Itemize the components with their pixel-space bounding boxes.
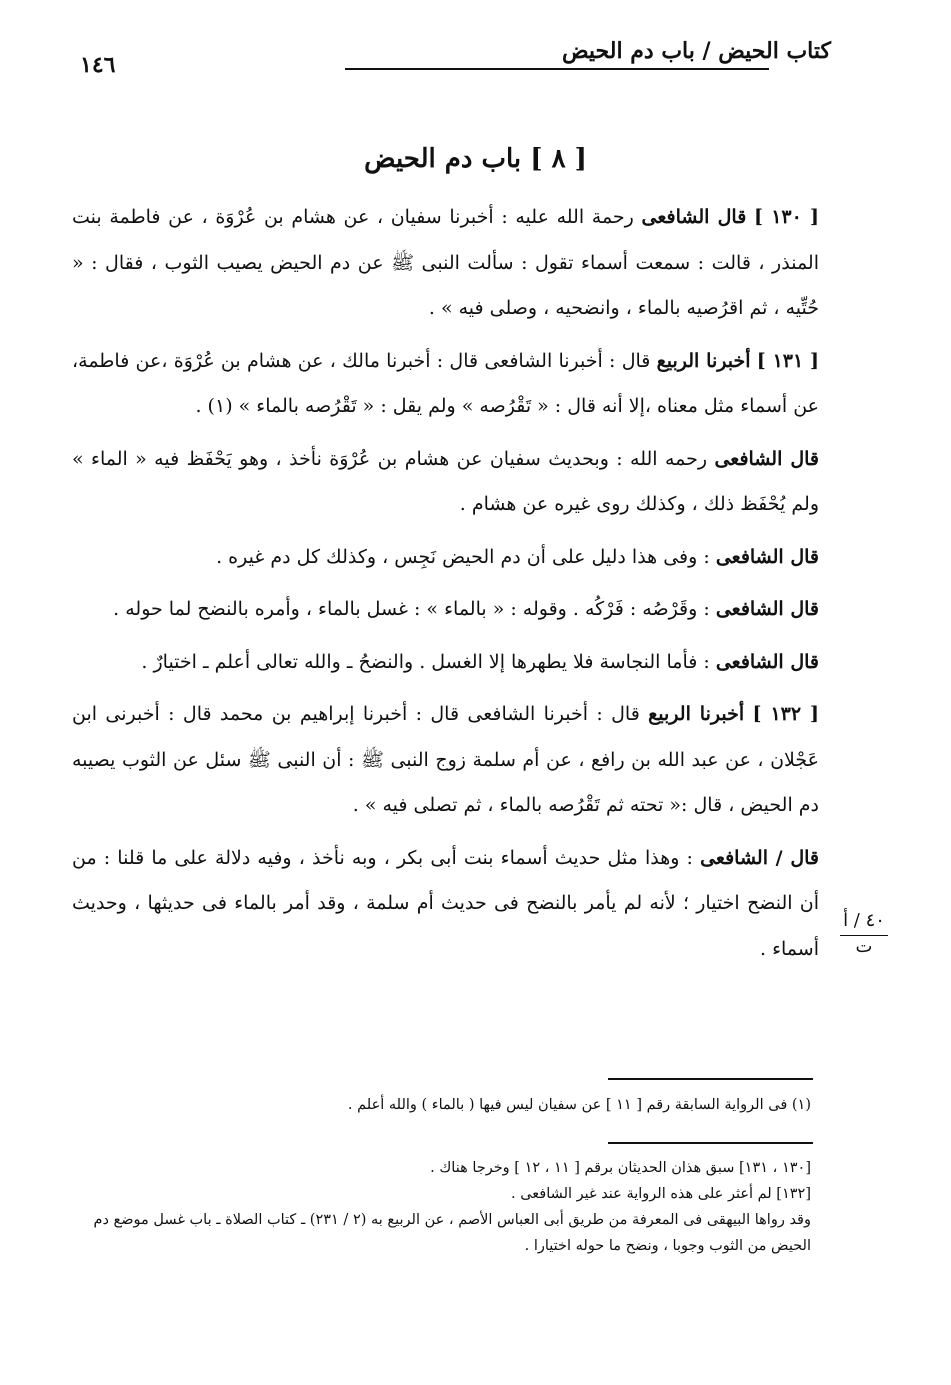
footnote-rule	[608, 1078, 813, 1080]
manuscript-folio-note	[834, 910, 894, 957]
paragraph	[72, 339, 819, 430]
paragraph-text: قال : أخبرنا الشافعى قال : أخبرنا إبراهيم بن محمد قال : أخبرنى ابن عَجْلان ، عن عبد الله بن رافع ، عن أم سلمة زوج النبى ﷺ : أن النبى ﷺ سئل عن الثوب يصيبه دم الحيض ، قال :« تحته ثم تَقْرُصه بالماء ، ثم تصلى فيه » .	[72, 703, 819, 816]
folio-label: ت	[855, 936, 873, 957]
source-notes	[70, 1155, 811, 1259]
header-rule	[345, 68, 769, 70]
speaker: قال الشافعى	[714, 447, 819, 470]
speaker: قال الشافعى	[715, 598, 819, 620]
speaker: قال الشافعى	[715, 650, 819, 673]
paragraph	[72, 640, 819, 686]
paragraph-text: : وفى هذا دليل على أن دم الحيض نَجِس ، وكذلك كل دم غيره .	[216, 545, 710, 568]
source-note: وقد رواها البيهقى فى المعرفة من طريق أبى العباس الأصم ، عن الربيع به (٢ / ٢٣١) ـ كتاب الصلاة ـ باب غسل موضع دم الحيض من الثوب وجوبا ، ونضح ما حوله اختيارا .	[93, 1212, 811, 1254]
paragraph-text: : فأما النجاسة فلا يطهرها إلا الغسل . والنضحُ ـ والله تعالى أعلم ـ اختيارٌ .	[141, 650, 710, 673]
paragraph	[72, 692, 819, 829]
footnotes	[70, 1092, 811, 1118]
speaker: أخبرنا الربيع	[648, 703, 745, 725]
folio-ref: ٤٠ / أ	[843, 910, 885, 931]
paragraph-text: رحمة الله عليه : أخبرنا سفيان ، عن هشام بن عُرْوَة ، عن فاطمة بنت المنذر ، قالت : سمعت أسماء تقول : سألت النبى ﷺ عن دم الحيض يصيب الثوب ، فقال : « حُتِّيه ، ثم اقرُصيه بالماء ، وانضحيه ، وصلى فيه » .	[72, 206, 819, 319]
running-header-title: كتاب الحيض / باب دم الحيض	[561, 38, 831, 64]
paragraph	[72, 836, 819, 973]
source-note: [١٣٠ ، ١٣١] سبق هذان الحديثان برقم [ ١١ ، ١٢ ] وخرجا هناك .	[430, 1160, 811, 1176]
hadith-number: [ ١٣١ ]	[756, 349, 820, 372]
main-text	[72, 195, 819, 979]
source-notes-rule	[608, 1142, 813, 1144]
paragraph-text: قال : أخبرنا الشافعى قال : أخبرنا مالك ، عن هشام بن عُرْوَة ،عن فاطمة، عن أسماء مثل معناه ،إلا أنه قال : « تَقْرُصه » ولم يقل : « تَقْرُصه بالماء » (١) .	[72, 349, 819, 417]
hadith-number: [ ١٣٢ ]	[752, 703, 819, 725]
chapter-title: [ ٨ ] باب دم الحيض	[364, 144, 587, 174]
page-number: ١٤٦	[80, 52, 116, 78]
speaker: قال الشافعى	[715, 545, 819, 568]
paragraph-text: : وهذا مثل حديث أسماء بنت أبى بكر ، وبه نأخذ ، وفيه دلالة على ما قلنا : من أن النضح اختيار ؛ لأنه لم يأمر بالنضح فى حديث أم سلمة ، وقد أمر بالماء فى حديثها ، وحديث أسماء .	[72, 846, 819, 960]
paragraph	[72, 535, 819, 581]
paragraph-text: : وقَرْصُه : فَرْكُه . وقوله : « بالماء » : غسل بالماء ، وأمره بالنضح لما حوله .	[113, 598, 710, 620]
speaker: قال / الشافعى	[700, 846, 819, 869]
paragraph	[72, 587, 819, 633]
hadith-number: [ ١٣٠ ]	[753, 206, 820, 228]
footnote: (١) فى الرواية السابقة رقم [ ١١ ] عن سفيان ليس فيها ( بالماء ) والله أعلم .	[347, 1097, 811, 1113]
paragraph	[72, 195, 819, 332]
speaker: قال الشافعى	[641, 206, 747, 228]
source-note: [١٣٢] لم أعثر على هذه الرواية عند غير الشافعى .	[510, 1186, 811, 1202]
speaker: أخبرنا الربيع	[656, 349, 751, 372]
paragraph-text: رحمه الله : وبحديث سفيان عن هشام بن عُرْوَة نأخذ ، وهو يَحْفَظ فيه « الماء » ولم يُحْفَظ ذلك ، وكذلك روى غيره عن هشام .	[72, 447, 819, 515]
paragraph	[72, 437, 819, 528]
